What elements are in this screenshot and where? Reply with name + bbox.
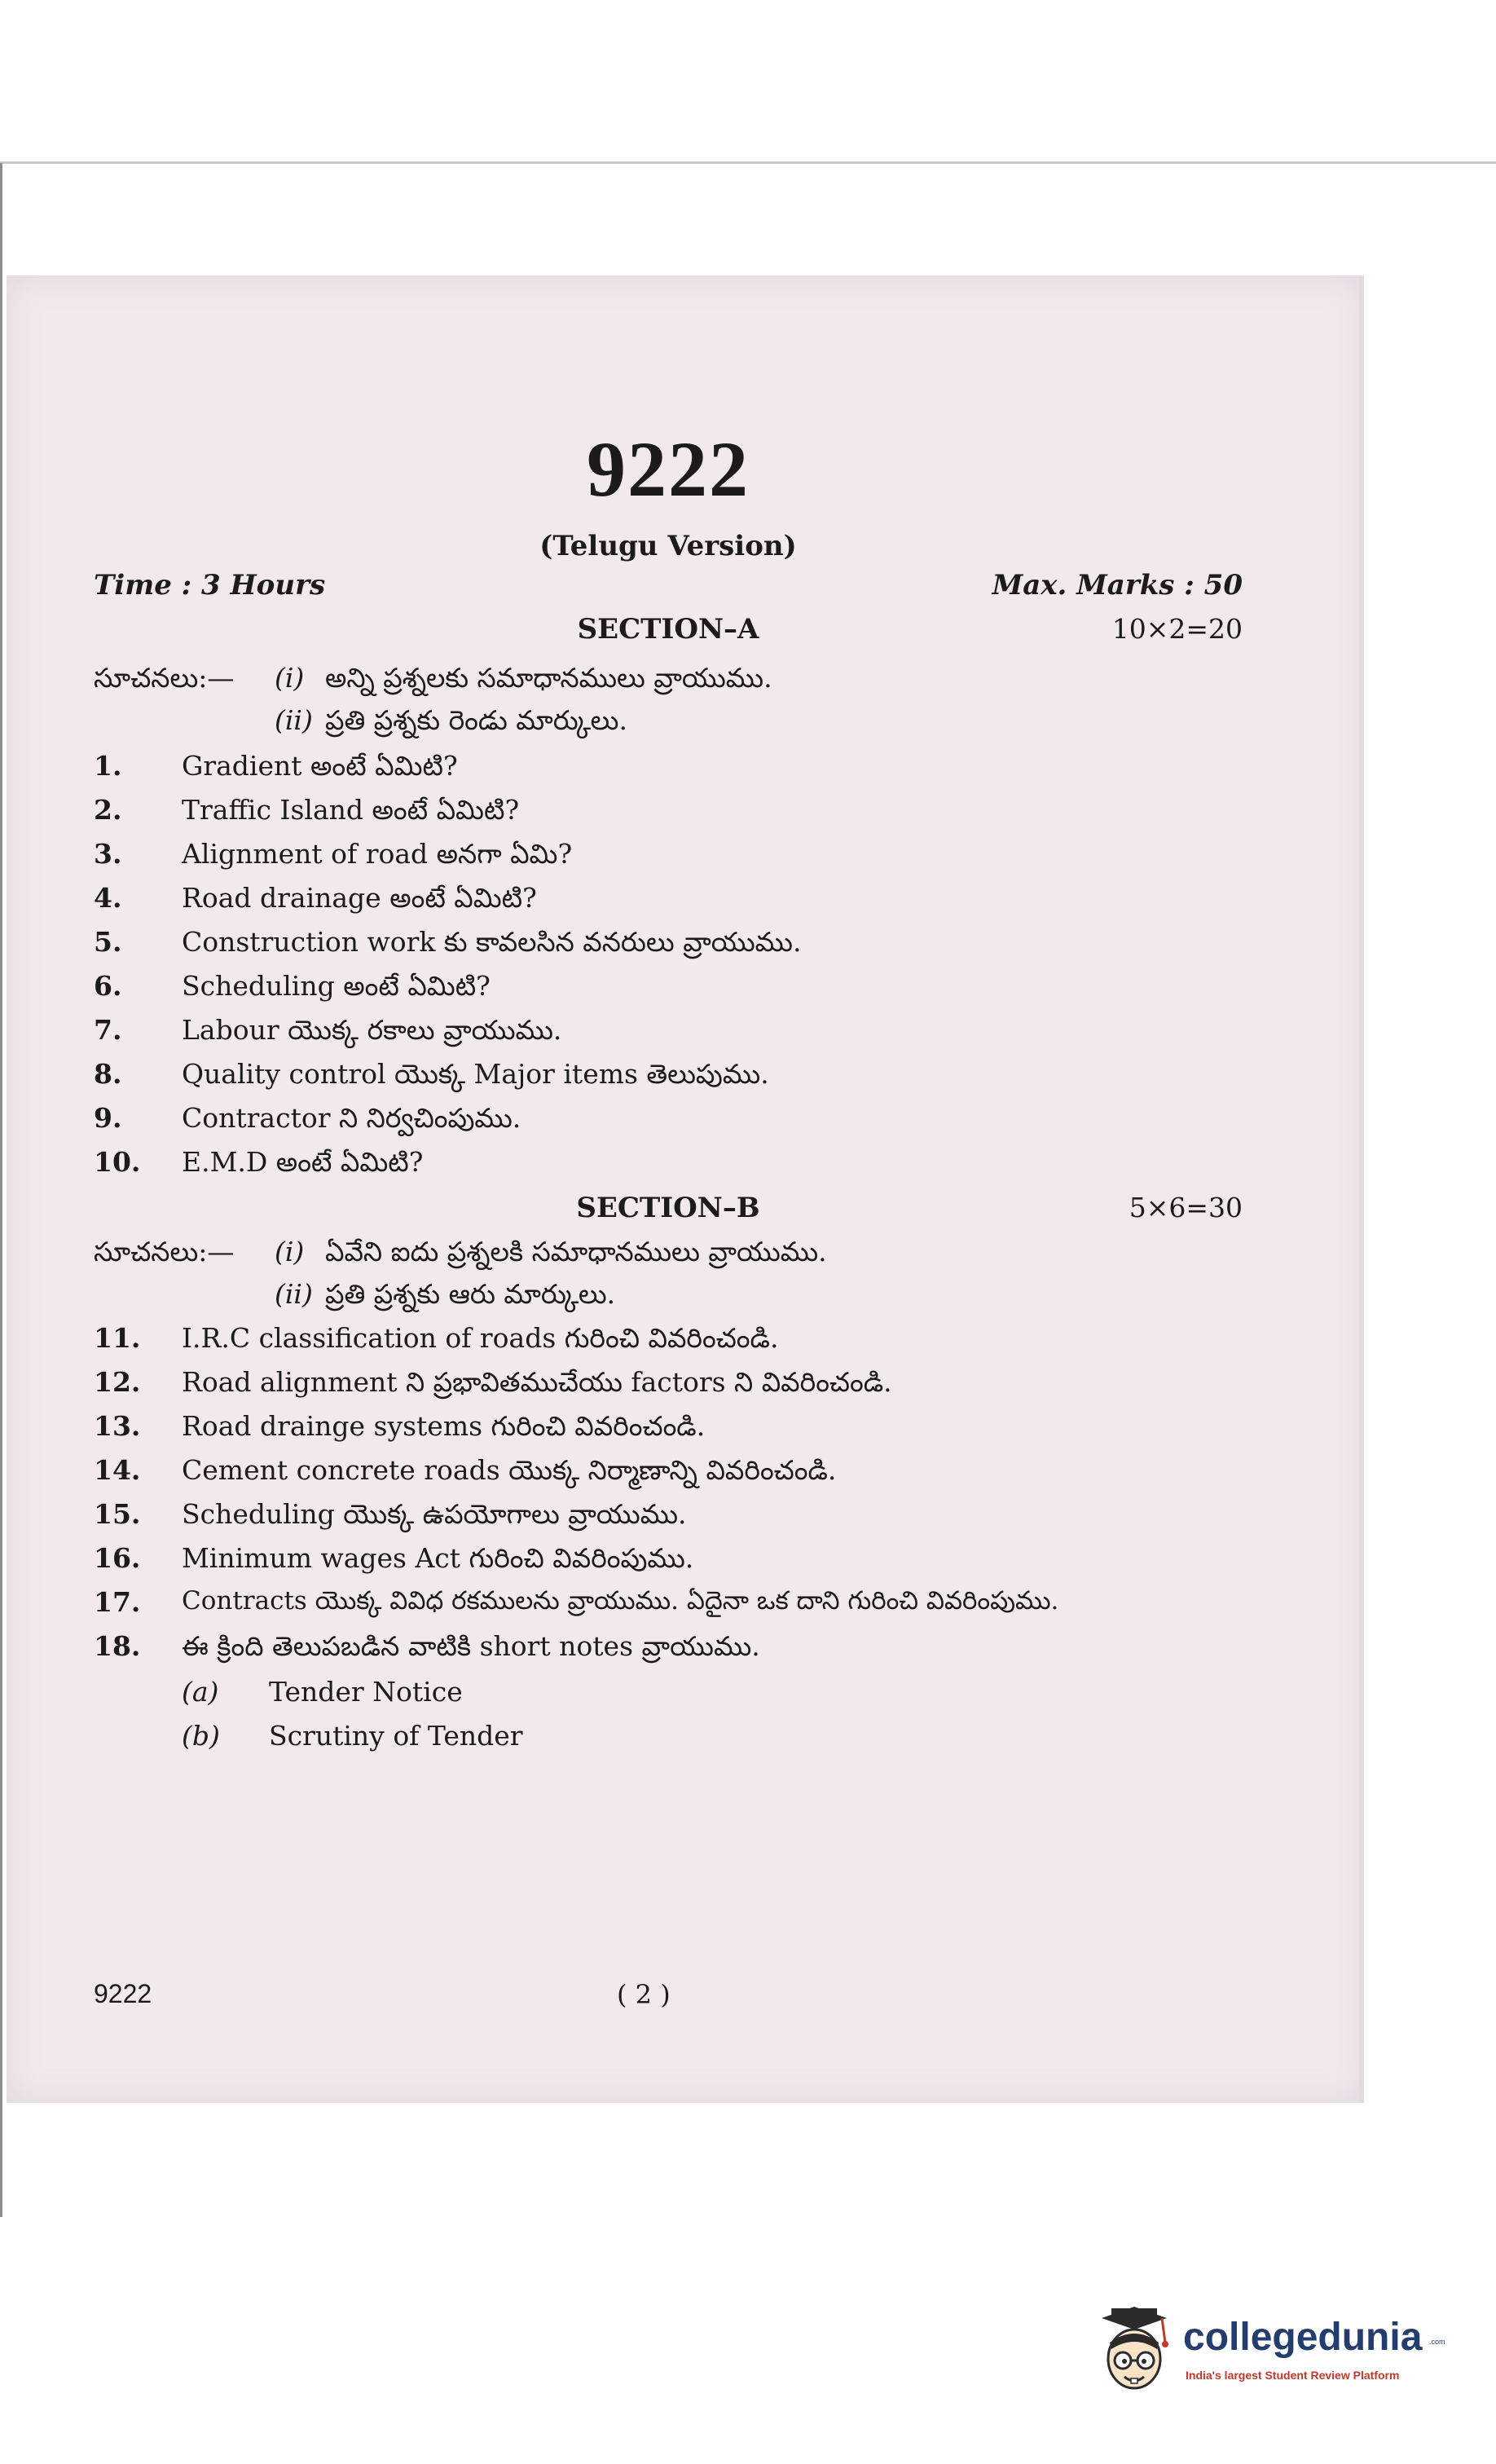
- logo-tagline: India's largest Student Review Platform: [1186, 2369, 1400, 2382]
- note-text: ప్రతి ప్రశ్నకు రెండు మార్కులు.: [325, 704, 627, 736]
- question-text: Minimum wages Act గురించి వివరింపుము.: [182, 1542, 694, 1574]
- question-number: 11.: [94, 1322, 141, 1354]
- question-text: Road drainge systems గురించి వివరించండి.: [182, 1410, 706, 1442]
- question-number: 1.: [94, 750, 122, 782]
- question-number: 10.: [94, 1146, 141, 1178]
- question-number: 18.: [94, 1630, 141, 1662]
- max-marks: Max. Marks : 50: [992, 569, 1243, 602]
- question-number: 13.: [94, 1410, 141, 1442]
- note-label: సూచనలు:—: [94, 1236, 235, 1267]
- section-a-note-i: [94, 662, 772, 700]
- section-b-note-ii: [94, 1278, 615, 1316]
- question-text: Alignment of road అనగా ఏమి?: [182, 838, 573, 870]
- question-text: Traffic Island అంటే ఏమిటి?: [182, 794, 520, 826]
- question-number: 7.: [94, 1014, 122, 1046]
- collegedunia-logo: [1093, 2307, 1452, 2404]
- question-text: Labour యొక్క రకాలు వ్రాయుము.: [182, 1014, 562, 1046]
- page-left-rule: [0, 163, 2, 2217]
- paper-version: (Telugu Version): [539, 530, 797, 562]
- question-text: Quality control యొక్క Major items తెలుపుము.: [182, 1058, 769, 1090]
- mascot-icon: [1093, 2307, 1175, 2404]
- question-number: 5.: [94, 926, 122, 958]
- question-text: Scheduling యొక్క ఉపయోగాలు వ్రాయుము.: [182, 1498, 687, 1530]
- sub-item-text: Tender Notice: [269, 1676, 463, 1708]
- question-text: E.M.D అంటే ఏమిటి?: [182, 1146, 424, 1178]
- question-number: 3.: [94, 838, 122, 870]
- question-number: 9.: [94, 1102, 122, 1134]
- question-number: 17.: [94, 1586, 141, 1618]
- question-number: 2.: [94, 794, 122, 826]
- note-roman: (i): [275, 662, 305, 694]
- note-roman: (i): [275, 1236, 305, 1267]
- section-b-note-i: [94, 1236, 827, 1274]
- footer-page-number: ( 2 ): [617, 1979, 671, 2010]
- section-a-marks: 10×2=20: [1111, 613, 1243, 645]
- paper-code: 9222: [587, 425, 750, 513]
- note-label: సూచనలు:—: [94, 662, 235, 694]
- question-text: Road alignment ని ప్రభావితముచేయు factors ని వివరించండి.: [182, 1366, 892, 1398]
- logo-wordmark: collegedunia: [1183, 2316, 1423, 2359]
- question-text: I.R.C classification of roads గురించి వివరించండి.: [182, 1322, 779, 1354]
- note-text: అన్ని ప్రశ్నలకు సమాధానములు వ్రాయుము.: [325, 662, 772, 694]
- section-b-marks: 5×6=30: [1129, 1192, 1243, 1223]
- question-number: 16.: [94, 1542, 141, 1574]
- question-text: Scheduling అంటే ఏమిటి?: [182, 970, 491, 1002]
- footer-paper-code: 9222: [94, 1979, 152, 2008]
- page-top-rule: [0, 161, 1496, 164]
- question-text: Road drainage అంటే ఏమిటి?: [182, 882, 537, 914]
- sub-item-text: Scrutiny of Tender: [269, 1720, 523, 1752]
- note-text: ప్రతి ప్రశ్నకు ఆరు మార్కులు.: [325, 1278, 616, 1310]
- question-text: Contractor ని నిర్వచింపుము.: [182, 1102, 521, 1134]
- sub-item-letter: (b): [182, 1720, 220, 1752]
- question-text: Cement concrete roads యొక్క నిర్మాణాన్ని వివరించండి.: [182, 1454, 837, 1486]
- question-number: 15.: [94, 1498, 141, 1530]
- note-roman: (ii): [275, 1278, 313, 1310]
- question-number: 4.: [94, 882, 122, 914]
- question-text: ఈ క్రింది తెలుపబడిన వాటికి short notes వ్రాయుము.: [182, 1630, 760, 1662]
- section-a-title: SECTION–A: [577, 613, 759, 646]
- question-text: Construction work కు కావలసిన వనరులు వ్రాయుము.: [182, 926, 802, 958]
- question-number: 6.: [94, 970, 122, 1002]
- question-text: Contracts యొక్క వివిధ రకములను వ్రాయుము. ఏదైనా ఒక దాని గురించి వివరింపుము.: [182, 1586, 1059, 1615]
- section-a-note-ii: [94, 704, 627, 743]
- question-number: 14.: [94, 1454, 141, 1486]
- scanned-page-edge: [1359, 275, 1364, 2103]
- question-text: Gradient అంటే ఏమిటి?: [182, 750, 458, 782]
- question-number: 8.: [94, 1058, 122, 1090]
- note-roman: (ii): [275, 704, 313, 736]
- sub-item-letter: (a): [182, 1676, 219, 1708]
- section-b-title: SECTION–B: [576, 1192, 760, 1224]
- exam-time: Time : 3 Hours: [94, 569, 326, 602]
- note-text: ఏవేని ఐదు ప్రశ్నలకి సమాధానములు వ్రాయుము.: [325, 1236, 827, 1267]
- logo-suffix: .com: [1429, 2338, 1445, 2346]
- question-number: 12.: [94, 1366, 141, 1398]
